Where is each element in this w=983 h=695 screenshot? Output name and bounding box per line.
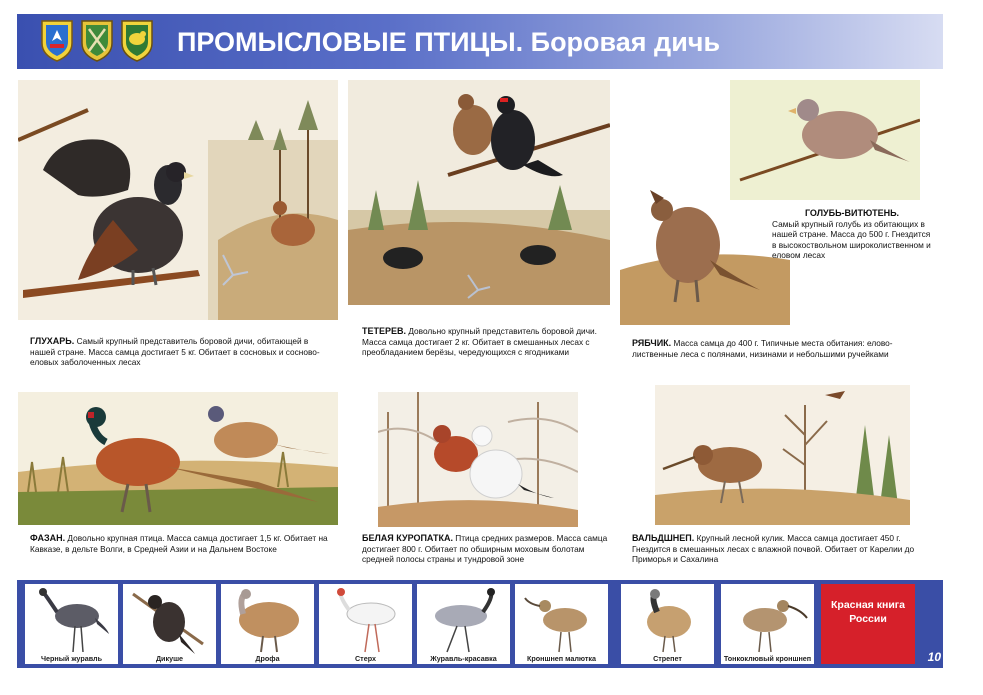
woodcock-illustration (655, 385, 910, 525)
card-text: Крупный лесной кулик. Масса самца достигает 450 г. Гнездится в смешанных лесах с влажной почвой. Обитает от Карелии до Приморья и Сахалина (632, 533, 915, 565)
thumb-label: Дрофа (255, 654, 280, 663)
thumb-little-bustard (621, 584, 714, 664)
card-name: БЕЛАЯ КУРОПАТКА. (362, 533, 453, 543)
capercaillie-illustration (18, 80, 338, 320)
thumb-slender-billed-curlew (721, 584, 814, 664)
card-name: ГЛУХАРЬ. (30, 336, 75, 346)
card-text: Масса самца до 400 г. Типичные места обитания: елово-лиственные леса с полянами, низинами и небольшими ручейками (632, 338, 893, 359)
red-book-title: Красная книга (831, 599, 905, 611)
willow-ptarmigan-caption (362, 533, 612, 565)
thumb-label: Стерх (354, 654, 376, 663)
red-book-label (821, 584, 915, 664)
thumb-label: Тонкоклювый кроншнеп (723, 654, 812, 663)
card-text: Птица средних размеров. Масса самца достигает 800 г. Обитает по обширным моховым болотам средней полосы страны и тундровой зоне (362, 533, 608, 565)
header-banner (17, 14, 943, 69)
red-book-country: России (849, 613, 887, 625)
card-text: Довольно крупная птица. Масса самца достигает 1,5 кг. Обитает на Кавказе, в дельте Волги, в Средней Азии и на Дальнем Востоке (30, 533, 328, 554)
thumb-black-crane (25, 584, 118, 664)
page-number: 10 (927, 650, 941, 664)
thumb-great-bustard (221, 584, 314, 664)
thumb-label: Журавль-красавка (430, 654, 497, 663)
card-text: Самый крупный голубь из обитающих в нашей стране. Масса до 500 г. Гнездится в высокоствольном широколиственном и еловом лесах (772, 218, 931, 261)
thumb-siberian-crane (319, 584, 412, 664)
thumb-demoiselle-crane (417, 584, 510, 664)
woodcock-caption (632, 533, 922, 565)
hazel-grouse-caption (632, 338, 922, 359)
thumb-label: Кроншнеп малютка (526, 654, 597, 663)
black-grouse-illustration (348, 80, 610, 305)
thumb-little-curlew (515, 584, 608, 664)
emblem-shield-icon (39, 17, 75, 63)
card-text: Самый крупный представитель боровой дичи, обитающей в нашей стране. Масса самца достигает 5 кг. Обитает в сосновых и сосново-еловых заболоченных лесах (30, 336, 320, 368)
wood-pigeon-caption (772, 208, 932, 261)
capercaillie-caption (30, 336, 330, 368)
card-name: ФАЗАН. (30, 533, 66, 543)
black-grouse-caption (362, 326, 602, 358)
pheasant-illustration (18, 392, 338, 525)
thumb-label: Дикуше (155, 654, 184, 663)
page-title: ПРОМЫСЛОВЫЕ ПТИЦЫ. Боровая дичь (177, 27, 721, 57)
thumb-siberian-grouse (123, 584, 216, 664)
willow-ptarmigan-illustration (378, 392, 578, 527)
hazel-grouse-illustration (620, 80, 920, 325)
emblem-bird-icon (119, 17, 155, 63)
red-book-strip (17, 580, 943, 668)
emblem-hunting-icon (79, 17, 115, 63)
card-name: РЯБЧИК. (632, 338, 672, 348)
card-name: ВАЛЬДШНЕП. (632, 533, 695, 543)
card-name: ГОЛУБЬ-ВИТЮТЕНЬ. (804, 208, 900, 218)
card-name: ТЕТЕРЕВ. (362, 326, 407, 336)
thumb-label: Черный журавль (40, 654, 103, 663)
thumb-label: Стрепет (653, 654, 682, 663)
card-text: Довольно крупный представитель боровой дичи. Масса самца достигает 2 кг. Обитает в смешанных лесах с преобладанием берёзы, чередующихся с ягодниками (362, 326, 597, 358)
pheasant-caption (30, 533, 335, 554)
